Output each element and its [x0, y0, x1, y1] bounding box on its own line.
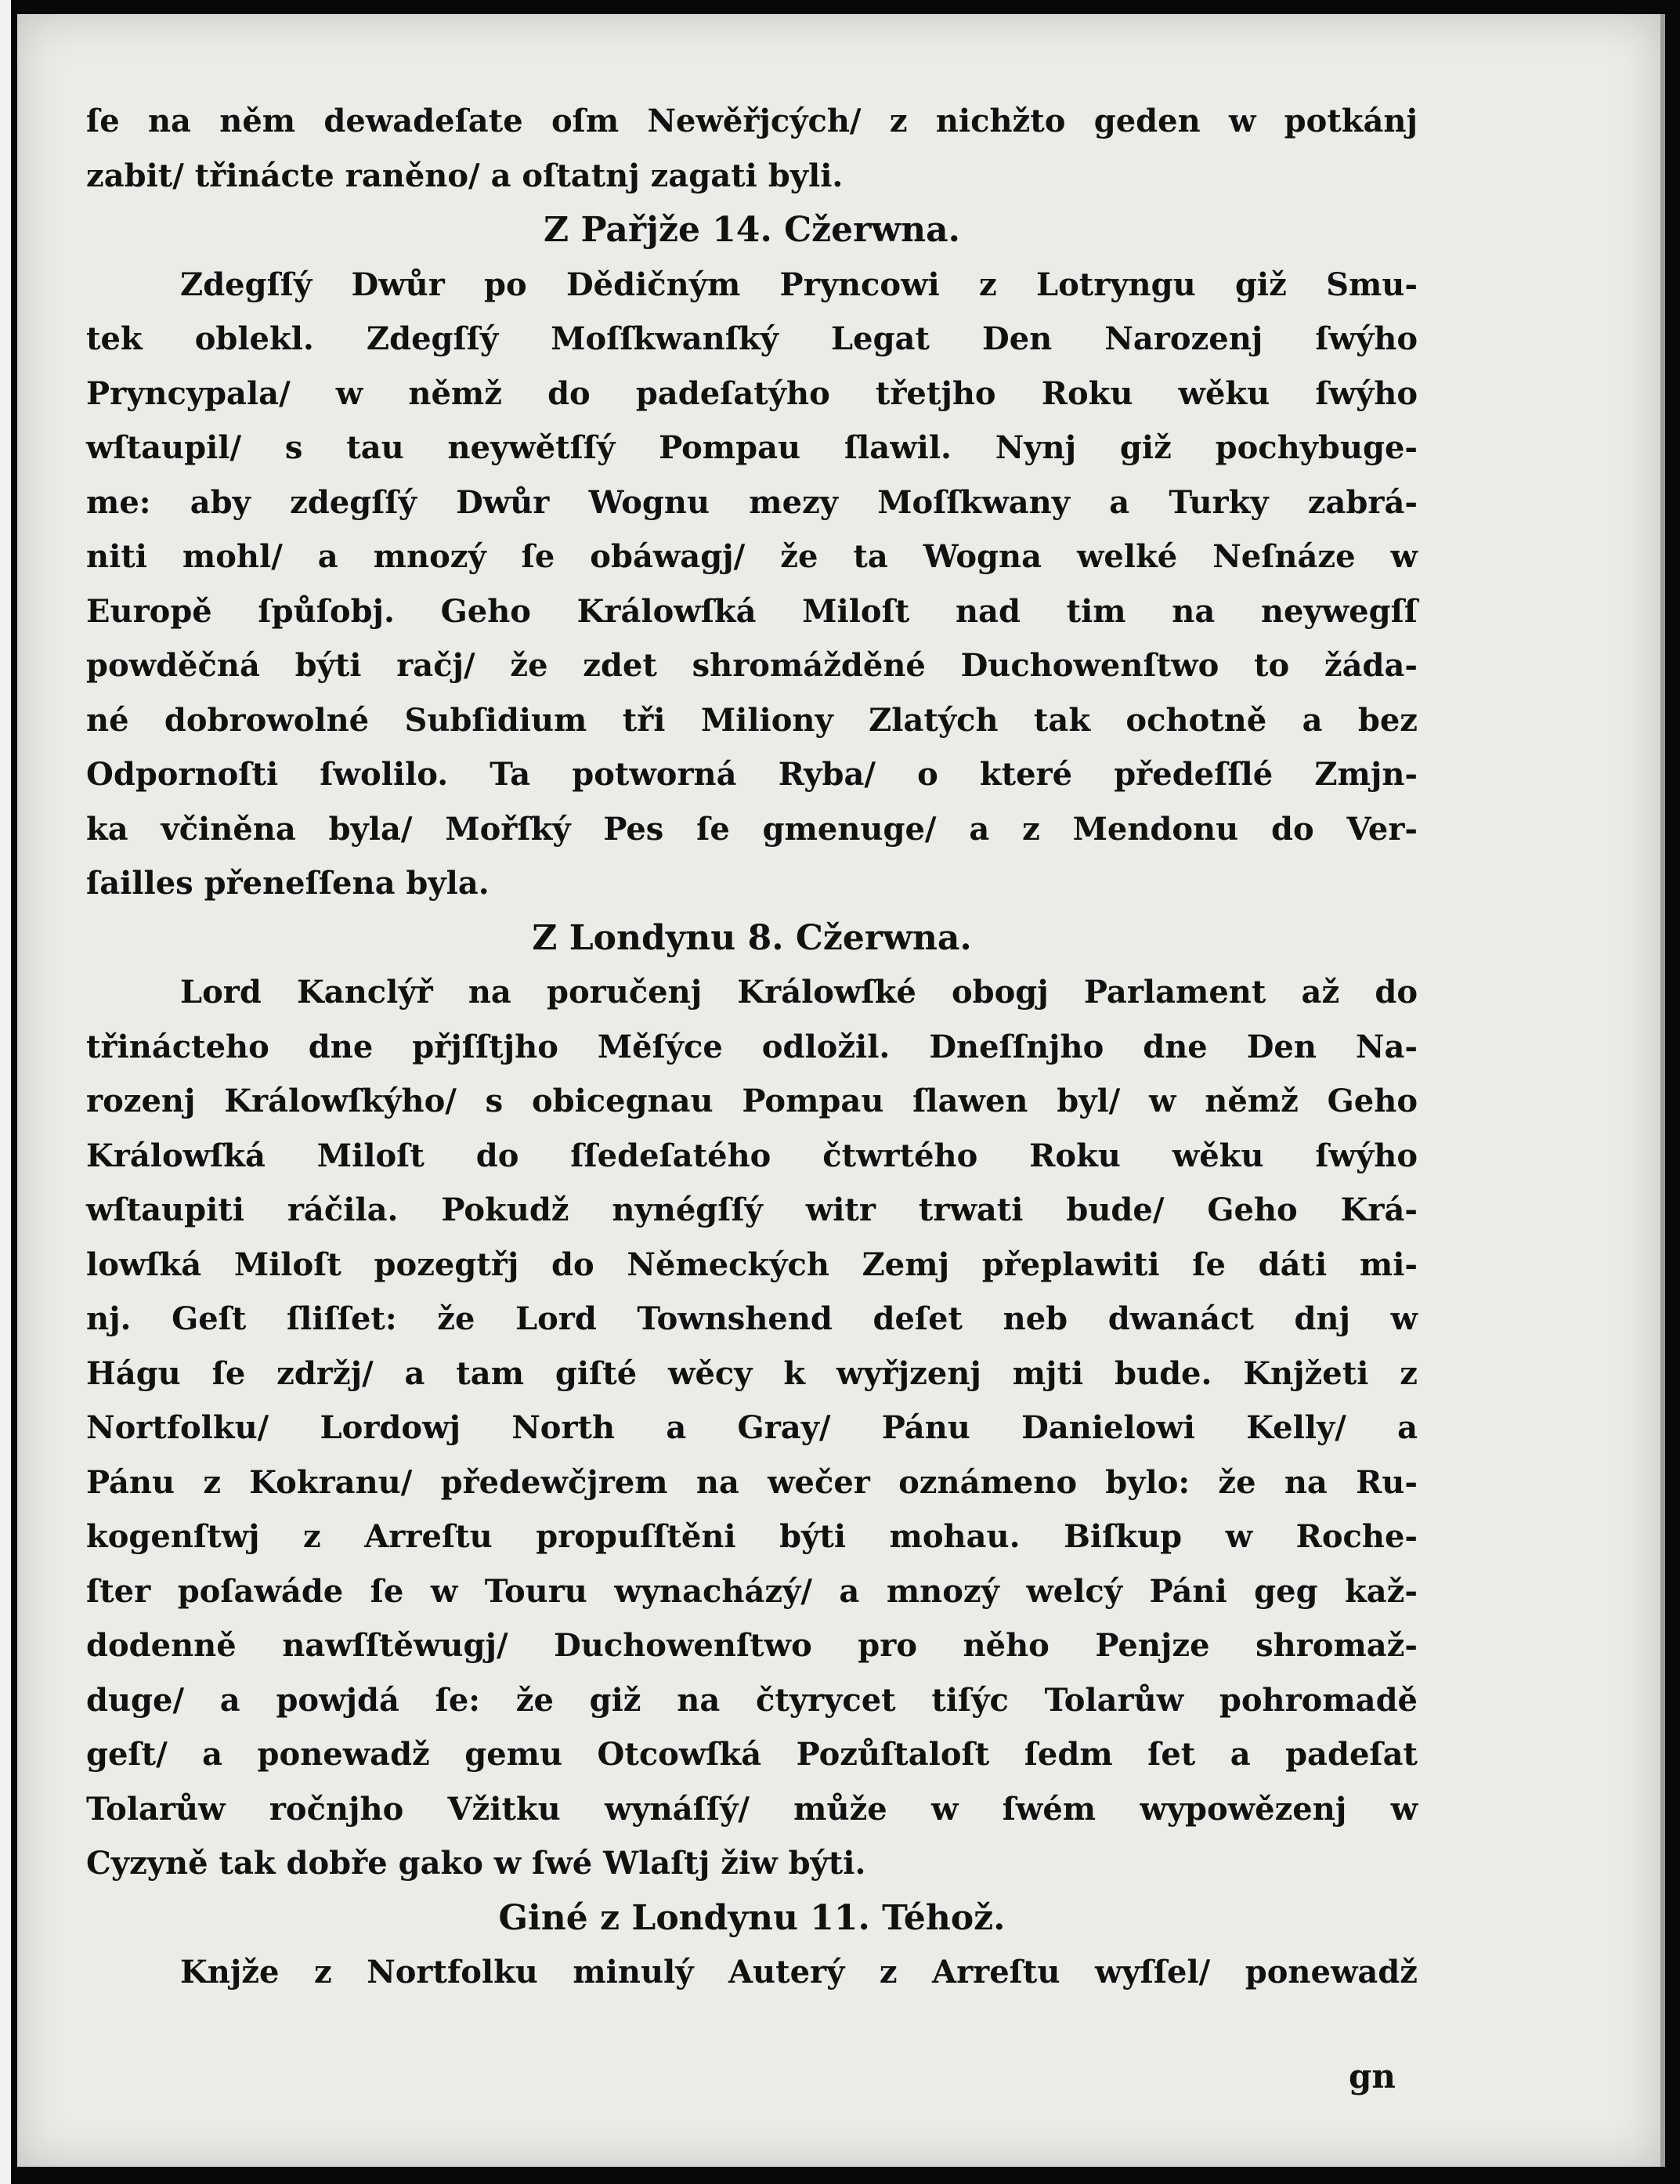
- text-line: duge/ a powjdá ſe: že giž na čtyrycet tiſýc Tolarůw pohromadě: [86, 1681, 1418, 1719]
- document-page: [17, 14, 1665, 2167]
- catchword: gn: [1349, 2057, 1396, 2095]
- text-line: kogenſtwj z Arreſtu propuſſtěni býti mohau. Biſkup w Roche-: [86, 1518, 1418, 1555]
- text-line: Králowſká Miloſt do ſſedeſatého čtwrtého Roku wěku ſwýho: [86, 1137, 1418, 1174]
- section-heading: Z Londynu 8. Cžerwna.: [532, 917, 972, 958]
- text-line: ſter poſawáde ſe w Touru wynacházý/ a mnozý welcý Páni geg kaž-: [86, 1572, 1418, 1610]
- text-line: me: aby zdegſſý Dwůr Wognu mezy Moſſkwany a Turky zabrá-: [86, 483, 1418, 521]
- text-line: ſe na něm dewadeſate oſm Newěřjcých/ z nichžto geden w potkánj: [86, 103, 1418, 139]
- text-line: lowſká Miloſt pozegtřj do Německých Zemj přeplawiti ſe dáti mi-: [86, 1246, 1418, 1283]
- text-line: wſtaupil/ s tau neywětſſý Pompau ſlawil. Nynj giž pochybuge-: [86, 429, 1418, 466]
- text-line: Lord Kanclýř na poručenj Králowſké obogj Parlament až do: [180, 974, 1418, 1011]
- text-line: Nortfolku/ Lordowj North a Gray/ Pánu Danielowi Kelly/ a: [86, 1409, 1418, 1446]
- text-line: dodenně nawſſtěwugj/ Duchowenſtwo pro něho Penjze shromaž-: [86, 1627, 1418, 1664]
- text-line: nj. Geſt ſliſſet: že Lord Townshend deſet neb dwanáct dnj w: [86, 1300, 1418, 1337]
- page-text: [86, 94, 1418, 2000]
- text-line: Cyzyně tak dobře gako w ſwé Wlaſtj žiw býti.: [86, 1845, 866, 1882]
- text-line: Tolarůw ročnjho Vžitku wynáſſý/ může w ſwém wypowězenj w: [86, 1790, 1418, 1828]
- text-line: wſtaupiti ráčila. Pokudž nynégſſý witr trwati bude/ Geho Krá-: [86, 1191, 1418, 1228]
- text-line: Pryncypala/ w němž do padeſatýho třetjho Roku wěku ſwýho: [86, 374, 1418, 412]
- text-line: Europě ſpůſobj. Geho Králowſká Miloſt nad tim na neywegſſ: [86, 592, 1418, 630]
- text-line: třinácteho dne přjſſtjho Měſýce odložil. Dneſſnjho dne Den Na-: [86, 1028, 1418, 1065]
- text-line: Zdegſſý Dwůr po Dědičným Pryncowi z Lotryngu giž Smu-: [180, 266, 1418, 303]
- text-line: Knjže z Nortfolku minulý Auterý z Arreſtu wyſſel/ ponewadž: [180, 1954, 1418, 1991]
- text-line: Hágu ſe zdržj/ a tam giſté wěcy k wyřjzenj mjti bude. Knjžeti z: [86, 1354, 1418, 1392]
- text-line: Pánu z Kokranu/ předewčjrem na wečer oznámeno bylo: že na Ru-: [86, 1463, 1418, 1501]
- text-line: rozenj Králowſkýho/ s obicegnau Pompau ſlawen byl/ w němž Geho: [86, 1083, 1418, 1119]
- text-line: zabit/ třinácte raněno/ a oſtatnj zagati byli.: [86, 157, 844, 194]
- text-line: ka včiněna byla/ Mořſký Pes ſe gmenuge/ a z Mendonu do Ver-: [86, 810, 1418, 848]
- text-line: powděčná býti račj/ že zdet shromážděné Duchowenſtwo to žáda-: [86, 647, 1418, 684]
- text-line: tek oblekl. Zdegſſý Moſſkwanſký Legat Den Narozenj ſwýho: [86, 320, 1418, 357]
- text-line: niti mohl/ a mnozý ſe obáwagj/ že ta Wogna welké Neſnáze w: [86, 538, 1418, 575]
- text-line: né dobrowolné Subſidium tři Miliony Zlatých tak ochotně a bez: [86, 701, 1418, 739]
- adjacent-page-edge: [0, 0, 11, 2184]
- text-line: geſt/ a ponewadž gemu Otcowſká Pozůſtaloſt ſedm ſet a padeſat: [86, 1736, 1418, 1773]
- text-line: Odpornoſti ſwolilo. Ta potworná Ryba/ o které předeſſlé Zmjn-: [86, 756, 1418, 793]
- section-heading: Z Pařjže 14. Cžerwna.: [544, 210, 960, 250]
- section-heading: Giné z Londynu 11. Téhož.: [498, 1897, 1006, 1938]
- text-line: ſailles přeneſſena byla.: [86, 865, 490, 902]
